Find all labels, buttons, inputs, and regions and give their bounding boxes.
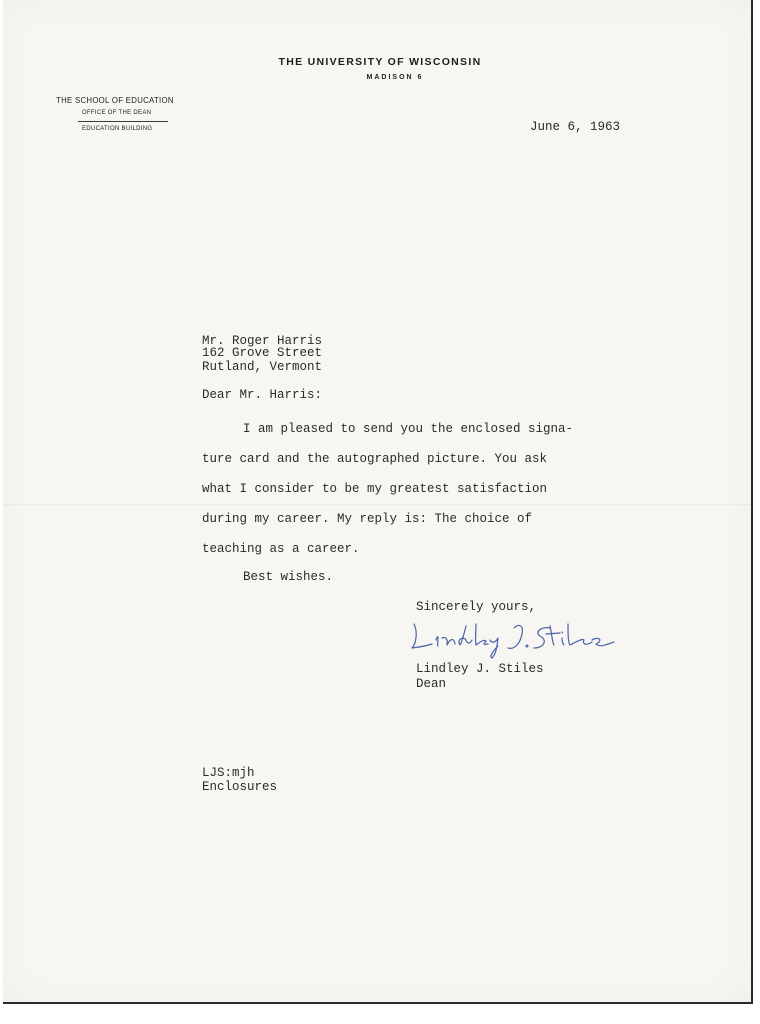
office-name: OFFICE OF THE DEAN bbox=[82, 110, 152, 116]
handwritten-signature bbox=[400, 614, 620, 662]
paper-fold-crease bbox=[3, 504, 751, 506]
letterhead-divider bbox=[78, 121, 168, 122]
letter-date: June 6, 1963 bbox=[530, 120, 621, 134]
body-line: what I consider to be my greatest satisfaction bbox=[202, 482, 548, 496]
recipient-name: Mr. Roger Harris bbox=[202, 334, 323, 348]
recipient-city: Rutland, Vermont bbox=[202, 360, 323, 374]
body-line: teaching as a career. bbox=[202, 542, 360, 556]
enclosures-note: Enclosures bbox=[202, 780, 278, 794]
letter-paper bbox=[3, 0, 753, 1004]
body-line: ture card and the autographed picture. You ask bbox=[202, 452, 548, 466]
closing: Sincerely yours, bbox=[416, 600, 537, 614]
university-name: THE UNIVERSITY OF WISCONSIN bbox=[278, 56, 482, 68]
signer-title: Dean bbox=[416, 677, 447, 691]
body-line: Best wishes. bbox=[243, 570, 334, 584]
reference-initials: LJS:mjh bbox=[202, 766, 255, 780]
signer-name: Lindley J. Stiles bbox=[416, 662, 544, 676]
building-name: EDUCATION BUILDING bbox=[82, 126, 153, 132]
department-name: THE SCHOOL OF EDUCATION bbox=[56, 96, 174, 105]
body-line: I am pleased to send you the enclosed signa- bbox=[243, 422, 574, 436]
body-line: during my career. My reply is: The choice of bbox=[202, 512, 533, 526]
salutation: Dear Mr. Harris: bbox=[202, 388, 323, 402]
recipient-street: 162 Grove Street bbox=[202, 346, 323, 360]
university-city: MADISON 6 bbox=[366, 74, 424, 81]
